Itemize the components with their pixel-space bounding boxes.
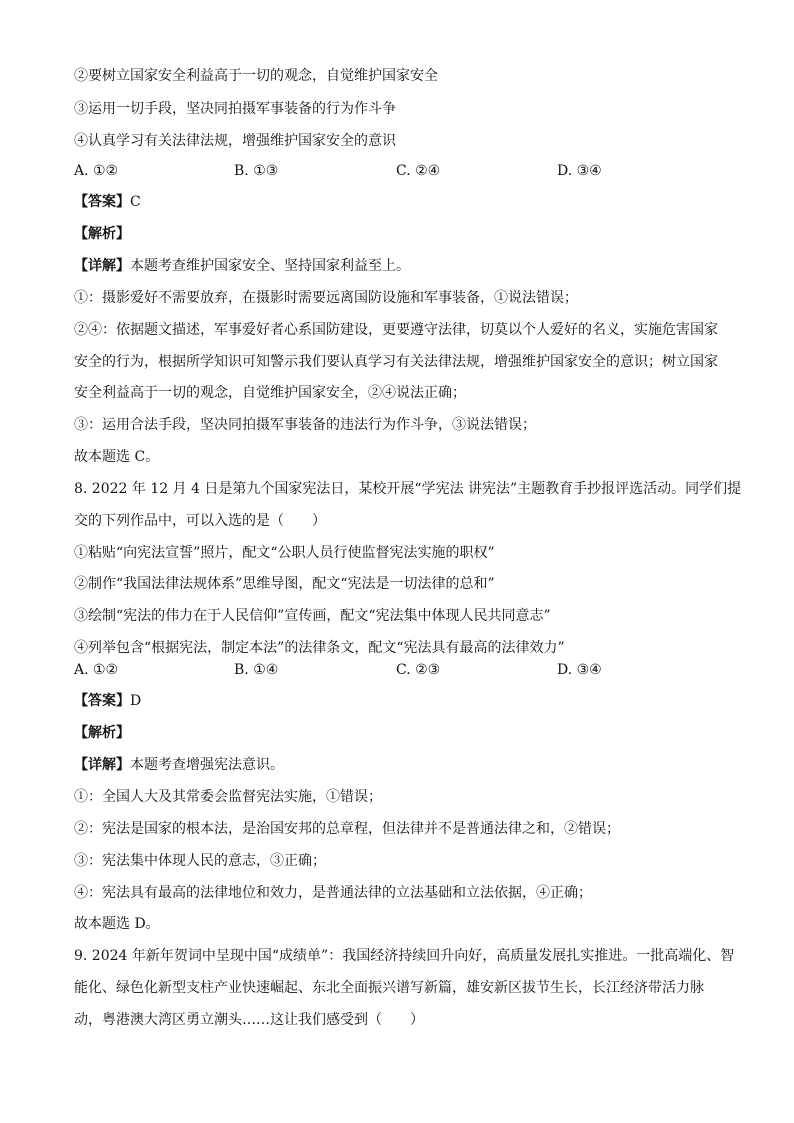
q8-statement-4: ④列举包含“根据宪法，制定本法”的法律条文，配文“宪法具有最高的法律效力” (74, 640, 565, 656)
q8-statement-3: ③绘制“宪法的伟力在于人民信仰”宣传画，配文“宪法集中体现人民共同意志” (74, 608, 551, 624)
answer-tag: 【答案】 (74, 693, 130, 709)
q8-analysis-line (74, 724, 734, 742)
q7-detail-line (74, 257, 734, 275)
q9-stem-c: 动，粤港澳大湾区勇立潮头……这让我们感受到（ ） (74, 1012, 424, 1028)
q7-answer-line (74, 193, 734, 211)
answer-tag: 【答案】 (74, 194, 130, 210)
q8-option-d: D. ③④ (557, 662, 602, 678)
q7-option-a: A. ①② (74, 163, 119, 179)
detail-text: 本题考查维护国家安全、坚持国家利益至上。 (130, 258, 410, 274)
q8-statement-2: ②制作“我国法律法规体系”思维导图，配文“宪法是一切法律的总和” (74, 576, 495, 592)
q8-explanation-1: ①：全国人大及其常委会监督宪法实施，①错误； (74, 789, 382, 805)
q8-option-c: C. ②③ (396, 662, 441, 678)
q7-explanation-24-c: 安全利益高于一切的观念，自觉维护国家安全，②④说法正确； (74, 385, 466, 401)
q9-stem-a: 9. 2024 年新年贺词中呈现中国“成绩单”：我国经济持续回升向好，高质量发展扎实推进。一批高端化、智 (74, 948, 735, 964)
q7-statement-2: ②要树立国家安全利益高于一切的观念，自觉维护国家安全 (74, 68, 438, 84)
q8-explanation-2: ②：宪法是国家的根本法，是治国安邦的总章程，但法律并不是普通法律之和，②错误； (74, 821, 620, 837)
q8-stem-b: 交的下列作品中，可以入选的是（ ） (74, 513, 326, 529)
q7-option-d: D. ③④ (557, 163, 602, 179)
analysis-tag: 【解析】 (74, 725, 130, 741)
q8-option-b: B. ①④ (234, 662, 279, 678)
q8-answer-line (74, 692, 734, 710)
q7-explanation-24-b: 安全的行为，根据所学知识可知警示我们要认真学习有关法律法规，增强维护国家安全的意识；树立国家 (74, 354, 718, 370)
q7-statement-4: ④认真学习有关法律法规，增强维护国家安全的意识 (74, 133, 396, 149)
detail-text: 本题考查增强宪法意识。 (130, 757, 284, 773)
q7-analysis-line (74, 225, 734, 243)
detail-tag: 【详解】 (74, 258, 130, 274)
q7-explanation-1: ①：摄影爱好不需要放弃，在摄影时需要远离国防设施和军事装备，①说法错误； (74, 290, 578, 306)
q7-conclusion: 故本题选 C。 (74, 449, 160, 465)
q8-detail-line (74, 756, 734, 774)
q7-explanation-24-a: ②④：依据题文描述，军事爱好者心系国防建设，更要遵守法律，切莫以个人爱好的名义，实施危害国家 (74, 322, 718, 338)
q8-explanation-3: ③：宪法集中体现人民的意志，③正确； (74, 853, 326, 869)
analysis-tag: 【解析】 (74, 226, 130, 242)
q8-conclusion: 故本题选 D。 (74, 916, 160, 932)
answer-value: D (130, 693, 142, 709)
answer-value: C (130, 194, 141, 210)
q8-option-a: A. ①② (74, 662, 119, 678)
q7-option-c: C. ②④ (396, 163, 441, 179)
detail-tag: 【详解】 (74, 757, 130, 773)
q8-stem-a: 8. 2022 年 12 月 4 日是第九个国家宪法日，某校开展“学宪法 讲宪法”主题教育手抄报评选活动。同学们提 (74, 481, 742, 497)
q8-statement-1: ①粘贴“向宪法宣誓”照片，配文“公职人员行使监督宪法实施的职权” (74, 545, 495, 561)
q7-option-b: B. ①③ (234, 163, 279, 179)
q7-statement-3: ③运用一切手段，坚决同拍摄军事装备的行为作斗争 (74, 101, 396, 117)
q7-explanation-3: ③：运用合法手段，坚决同拍摄军事装备的违法行为作斗争，③说法错误； (74, 417, 536, 433)
q9-stem-b: 能化、绿色化新型支柱产业快速崛起、东北全面振兴谱写新篇，雄安新区拔节生长，长江经济带活力脉 (74, 980, 704, 996)
q8-explanation-4: ④：宪法具有最高的法律地位和效力，是普通法律的立法基础和立法依据，④正确； (74, 885, 592, 901)
